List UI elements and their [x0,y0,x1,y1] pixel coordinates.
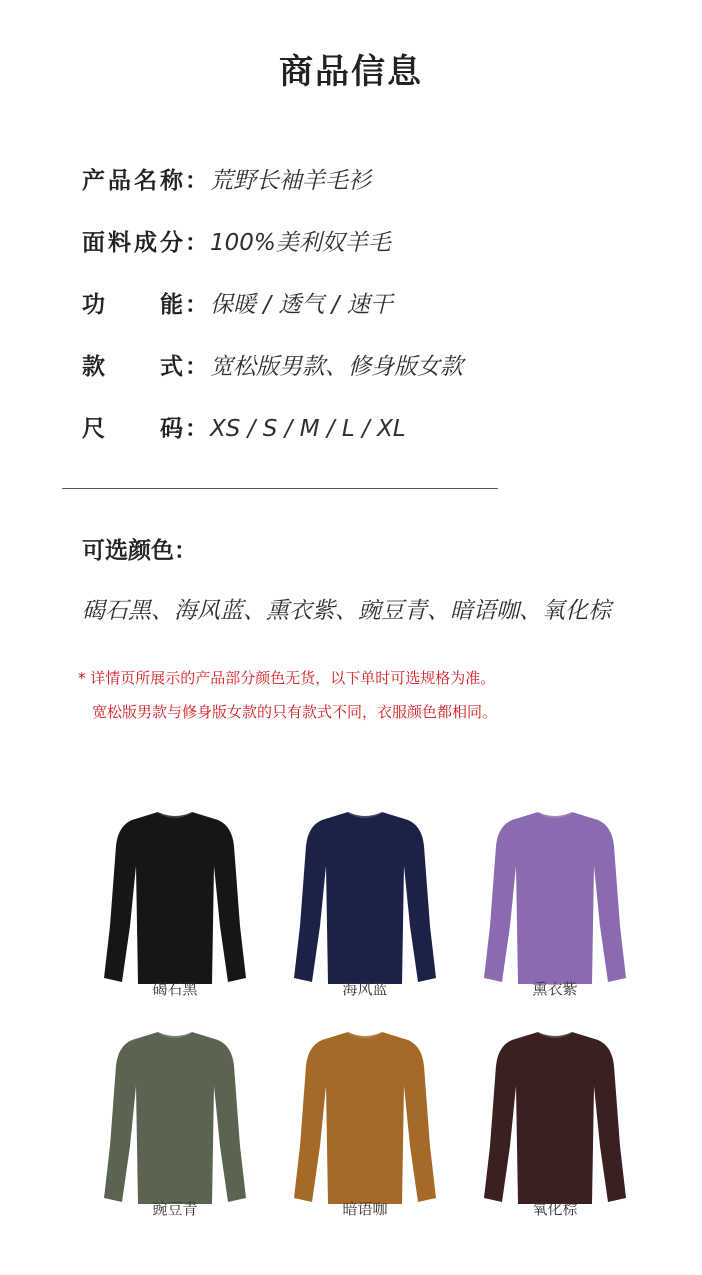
spec-value-style: 宽松版男款、修身版女款 [210,354,463,380]
sweater-icon [100,806,250,986]
sweater-body [104,1032,246,1204]
color-swatch[interactable] [460,1020,650,1240]
spec-row-material [82,226,682,288]
colors-list: 碣石黑、海风蓝、熏衣紫、豌豆青、暗语咖、氧化棕 [82,598,611,624]
swatch-label: 暗语咖 [342,1200,388,1218]
spec-row-size [82,412,682,474]
sweater-body [104,812,246,984]
sweater-icon [480,806,630,986]
spec-row-product-name [82,164,682,226]
sweater-body [484,1032,626,1204]
sweater-body [294,812,436,984]
swatch-label: 熏衣紫 [532,980,578,998]
spec-value-function: 保暖 / 透气 / 速干 [210,292,393,318]
spec-value-product-name: 荒野长袖羊毛衫 [210,168,371,194]
spec-label: 款 式 ： [82,354,208,380]
swatch-label: 碣石黑 [152,980,198,998]
color-swatch[interactable] [270,800,460,1020]
color-swatch[interactable] [80,800,270,1020]
color-swatch[interactable] [270,1020,460,1240]
color-swatch[interactable] [460,800,650,1020]
swatch-label: 豌豆青 [152,1200,198,1218]
spec-label: 尺 码 ： [82,416,208,442]
availability-note: * 详情页所展示的产品部分颜色无货，以下单时可选规格为准。 [78,669,496,687]
spec-label: 产 品 名 称 ： [82,168,208,194]
sweater-icon [290,806,440,986]
color-swatch[interactable] [80,1020,270,1240]
sweater-icon [290,1026,440,1206]
color-swatch-grid [80,800,650,1240]
spec-label: 功 能 ： [82,292,208,318]
sweater-icon [100,1026,250,1206]
sweater-body [294,1032,436,1204]
sweater-body [484,812,626,984]
spec-row-function [82,288,682,350]
page-title: 商品信息 [279,52,423,92]
colors-heading: 可选颜色： [82,538,197,564]
spec-list [82,164,682,474]
swatch-label: 海风蓝 [342,980,388,998]
spec-value-material: 100%美利奴羊毛 [210,230,391,256]
swatch-label: 氧化棕 [532,1200,578,1218]
spec-row-style [82,350,682,412]
spec-value-size: XS / S / M / L / XL [210,416,406,442]
spec-label: 面 料 成 分 ： [82,230,208,256]
style-note: 宽松版男款与修身版女款的只有款式不同，衣服颜色都相同。 [92,703,498,721]
divider [62,488,498,489]
sweater-icon [480,1026,630,1206]
